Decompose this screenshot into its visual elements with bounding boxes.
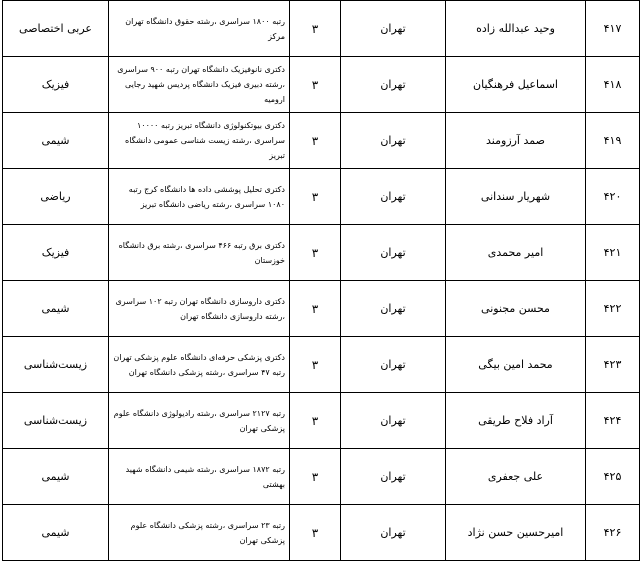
field-cell: شیمی	[3, 281, 109, 337]
name-cell: آراد فلاح طریقی	[446, 393, 586, 449]
name-cell: امیرحسین حسن نژاد	[446, 505, 586, 561]
rank-cell: ۳	[290, 337, 341, 393]
row-number-cell: ۴۲۶	[586, 505, 640, 561]
city-cell: تهران	[341, 1, 446, 57]
table-row	[3, 169, 640, 225]
name-cell: محمد امین بیگی	[446, 337, 586, 393]
row-number-cell: ۴۲۴	[586, 393, 640, 449]
row-number-cell: ۴۲۳	[586, 337, 640, 393]
table-row	[3, 57, 640, 113]
table-row	[3, 337, 640, 393]
row-number-cell: ۴۲۰	[586, 169, 640, 225]
description-cell: دکتری نانوفیزیک دانشگاه تهران رتبه ۹۰۰ سراسری ،رشته دبیری فیزیک دانشگاه پردیس شهید رجایی ارومیه	[109, 57, 290, 113]
field-cell: ریاضی	[3, 169, 109, 225]
description-cell: دکتری بیوتکنولوژی دانشگاه تبریز رتبه ۱۰۰۰۰ سراسری ،رشته زیست شناسی عمومی دانشگاه تبریز	[109, 113, 290, 169]
table-row	[3, 225, 640, 281]
table-row	[3, 1, 640, 57]
name-cell: وحید عبدالله زاده	[446, 1, 586, 57]
city-cell: تهران	[341, 337, 446, 393]
rank-cell: ۳	[290, 393, 341, 449]
city-cell: تهران	[341, 225, 446, 281]
field-cell: عربی اختصاصی	[3, 1, 109, 57]
rank-cell: ۳	[290, 57, 341, 113]
table-body	[3, 1, 640, 561]
rank-cell: ۳	[290, 281, 341, 337]
name-cell: شهریار سندانی	[446, 169, 586, 225]
table-row	[3, 113, 640, 169]
city-cell: تهران	[341, 393, 446, 449]
description-cell: دکتری برق رتبه ۴۶۶ سراسری ،رشته برق دانشگاه خوزستان	[109, 225, 290, 281]
row-number-cell: ۴۲۱	[586, 225, 640, 281]
rank-cell: ۳	[290, 1, 341, 57]
table-row	[3, 281, 640, 337]
row-number-cell: ۴۱۹	[586, 113, 640, 169]
rank-cell: ۳	[290, 169, 341, 225]
rank-cell: ۳	[290, 225, 341, 281]
description-cell: رتبه ۲۱۲۷ سراسری ،رشته رادیولوژی دانشگاه علوم پزشکی تهران	[109, 393, 290, 449]
field-cell: شیمی	[3, 505, 109, 561]
description-cell: دکتری داروسازی دانشگاه تهران رتبه ۱۰۲ سراسری ،رشته داروسازی دانشگاه تهران	[109, 281, 290, 337]
table-row	[3, 505, 640, 561]
field-cell: شیمی	[3, 449, 109, 505]
city-cell: تهران	[341, 449, 446, 505]
description-cell: رتبه ۲۳ سراسری ،رشته پزشکی دانشگاه علوم پزشکی تهران	[109, 505, 290, 561]
field-cell: زیست‌شناسی	[3, 393, 109, 449]
description-cell: دکتری تحلیل پوششی داده ها دانشگاه کرج رتبه ۱۰۸۰ سراسری ،رشته ریاضی دانشگاه تبریز	[109, 169, 290, 225]
row-number-cell: ۴۱۸	[586, 57, 640, 113]
table-row	[3, 449, 640, 505]
description-cell: دکتری پزشکی حرفه‌ای دانشگاه علوم پزشکی تهران رتبه ۴۷ سراسری ،رشته پزشکی دانشگاه تهران	[109, 337, 290, 393]
city-cell: تهران	[341, 505, 446, 561]
table-row	[3, 393, 640, 449]
name-cell: صمد آرزومند	[446, 113, 586, 169]
rank-cell: ۳	[290, 505, 341, 561]
row-number-cell: ۴۲۵	[586, 449, 640, 505]
description-cell: رتبه ۱۸۷۲ سراسری ،رشته شیمی دانشگاه شهید بهشتی	[109, 449, 290, 505]
data-table	[2, 0, 640, 561]
rank-cell: ۳	[290, 113, 341, 169]
name-cell: علی جعفری	[446, 449, 586, 505]
field-cell: شیمی	[3, 113, 109, 169]
city-cell: تهران	[341, 169, 446, 225]
field-cell: فیزیک	[3, 225, 109, 281]
field-cell: زیست‌شناسی	[3, 337, 109, 393]
row-number-cell: ۴۲۲	[586, 281, 640, 337]
field-cell: فیزیک	[3, 57, 109, 113]
city-cell: تهران	[341, 57, 446, 113]
name-cell: اسماعیل فرهنگیان	[446, 57, 586, 113]
name-cell: محسن مجنونی	[446, 281, 586, 337]
rank-cell: ۳	[290, 449, 341, 505]
city-cell: تهران	[341, 113, 446, 169]
city-cell: تهران	[341, 281, 446, 337]
row-number-cell: ۴۱۷	[586, 1, 640, 57]
name-cell: امیر محمدی	[446, 225, 586, 281]
description-cell: رتبه ۱۸۰۰ سراسری ،رشته حقوق دانشگاه تهران مرکز	[109, 1, 290, 57]
